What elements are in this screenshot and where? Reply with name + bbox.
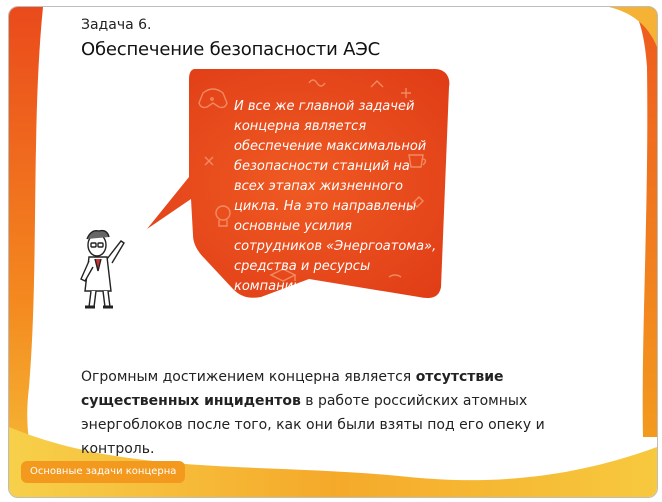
page-title: Обеспечение безопасности АЭС [81, 39, 380, 60]
speech-bubble-text: И все же главной задачей концерна является обеспечение максимальной безопасности станций на всех этапах жизненного цикла. На это направлены основные усилия сотрудников «Энергоатома», средства и ресурсы компании. [234, 99, 437, 294]
main-tasks-nav-button[interactable]: Основные задачи концерна [21, 461, 185, 483]
slide-card [8, 6, 658, 498]
body-paragraph [81, 365, 611, 461]
task-number: Задача 6. [81, 17, 152, 33]
body-text-part1: Огромным достижением концерна является [81, 369, 416, 385]
body-text-bold: отсутствие существенных инцидентов [81, 369, 504, 409]
body-text-part2: в работе российских атомных энергоблоков после того, как они были взяты под его опеку и контроль. [81, 393, 545, 457]
professor-mascot-icon [81, 231, 124, 307]
